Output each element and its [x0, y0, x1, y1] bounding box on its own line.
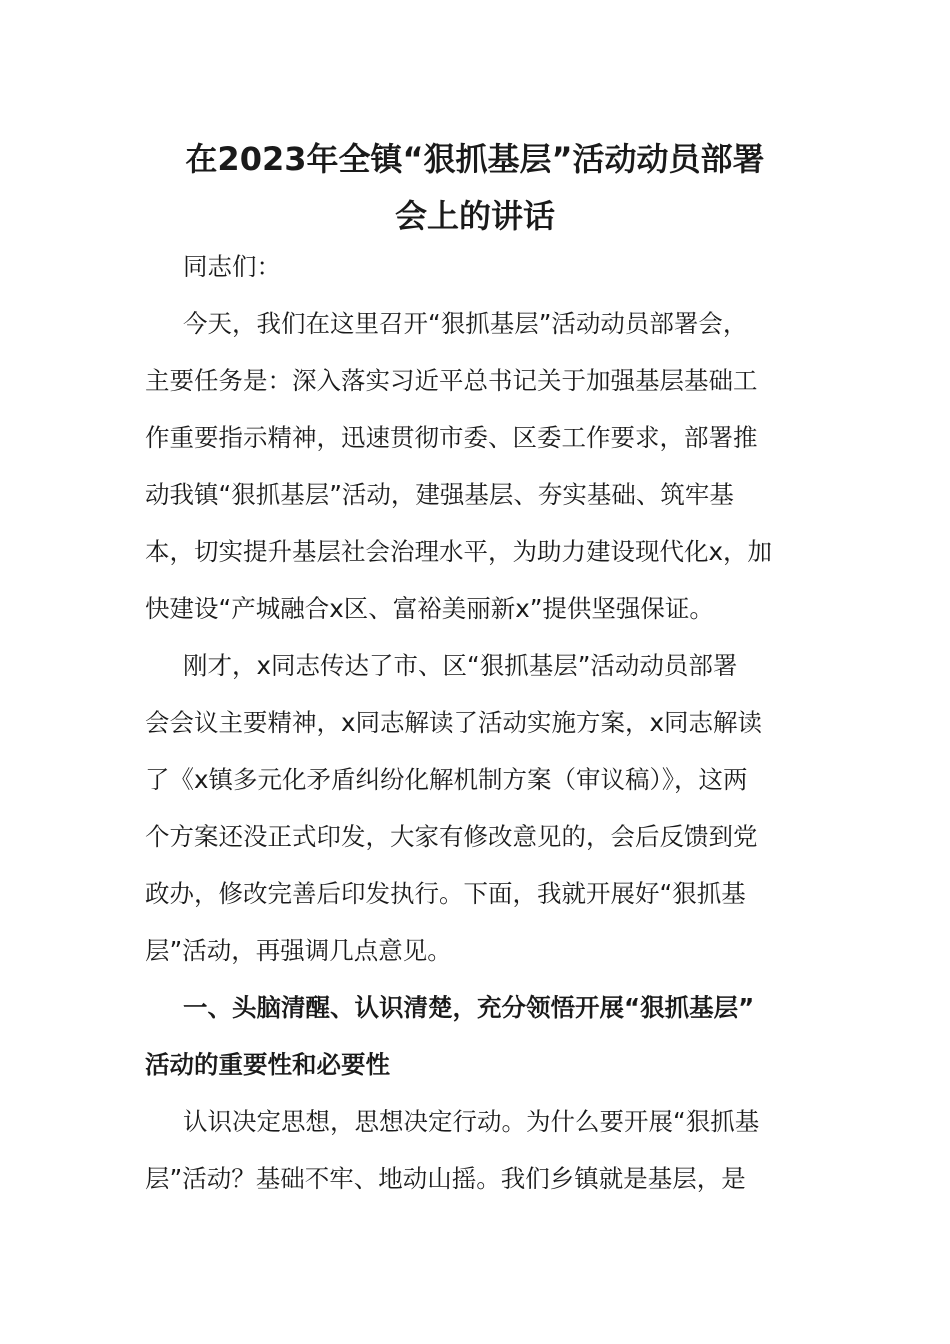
- section-heading-1-line: 一、头脑清醒、认识清楚，充分领悟开展“狠抓基层”: [183, 993, 755, 1022]
- section-heading-1-line: 活动的重要性和必要性: [145, 1050, 390, 1079]
- salutation: 同志们：: [183, 252, 281, 281]
- paragraph-2-line: 刚才，x同志传达了市、区“狠抓基层”活动动员部署: [183, 651, 738, 680]
- paragraph-3-line: 认识决定思想，思想决定行动。为什么要开展“狠抓基: [183, 1107, 760, 1136]
- document-title-line-2: 会上的讲话: [394, 197, 555, 235]
- paragraph-1-line: 今天，我们在这里召开“狠抓基层”活动动员部署会，: [183, 309, 748, 338]
- paragraph-2-line: 会会议主要精神，x同志解读了活动实施方案，x同志解读: [145, 708, 762, 737]
- document-title-line-1: 在2023年全镇“狠抓基层”活动动员部署: [185, 140, 765, 178]
- paragraph-2-line: 了《x镇多元化矛盾纠纷化解机制方案（审议稿）》，这两: [145, 765, 748, 794]
- paragraph-1-line: 主要任务是：深入落实习近平总书记关于加强基层基础工: [145, 366, 758, 395]
- paragraph-2-line: 个方案还没正式印发，大家有修改意见的，会后反馈到党: [145, 822, 758, 851]
- paragraph-2-line: 政办，修改完善后印发执行。下面，我就开展好“狠抓基: [145, 879, 746, 908]
- paragraph-1-line: 本，切实提升基层社会治理水平，为助力建设现代化x，加: [145, 537, 772, 566]
- paragraph-2-line: 层”活动，再强调几点意见。: [145, 936, 452, 965]
- paragraph-1-line: 作重要指示精神，迅速贯彻市委、区委工作要求，部署推: [145, 423, 758, 452]
- paragraph-1-line: 快建设“产城融合x区、富裕美丽新x”提供坚强保证。: [145, 594, 714, 623]
- paragraph-1-line: 动我镇“狠抓基层”活动，建强基层、夯实基础、筑牢基: [145, 480, 734, 509]
- paragraph-3-line: 层”活动？基础不牢、地动山摇。我们乡镇就是基层，是: [145, 1164, 746, 1193]
